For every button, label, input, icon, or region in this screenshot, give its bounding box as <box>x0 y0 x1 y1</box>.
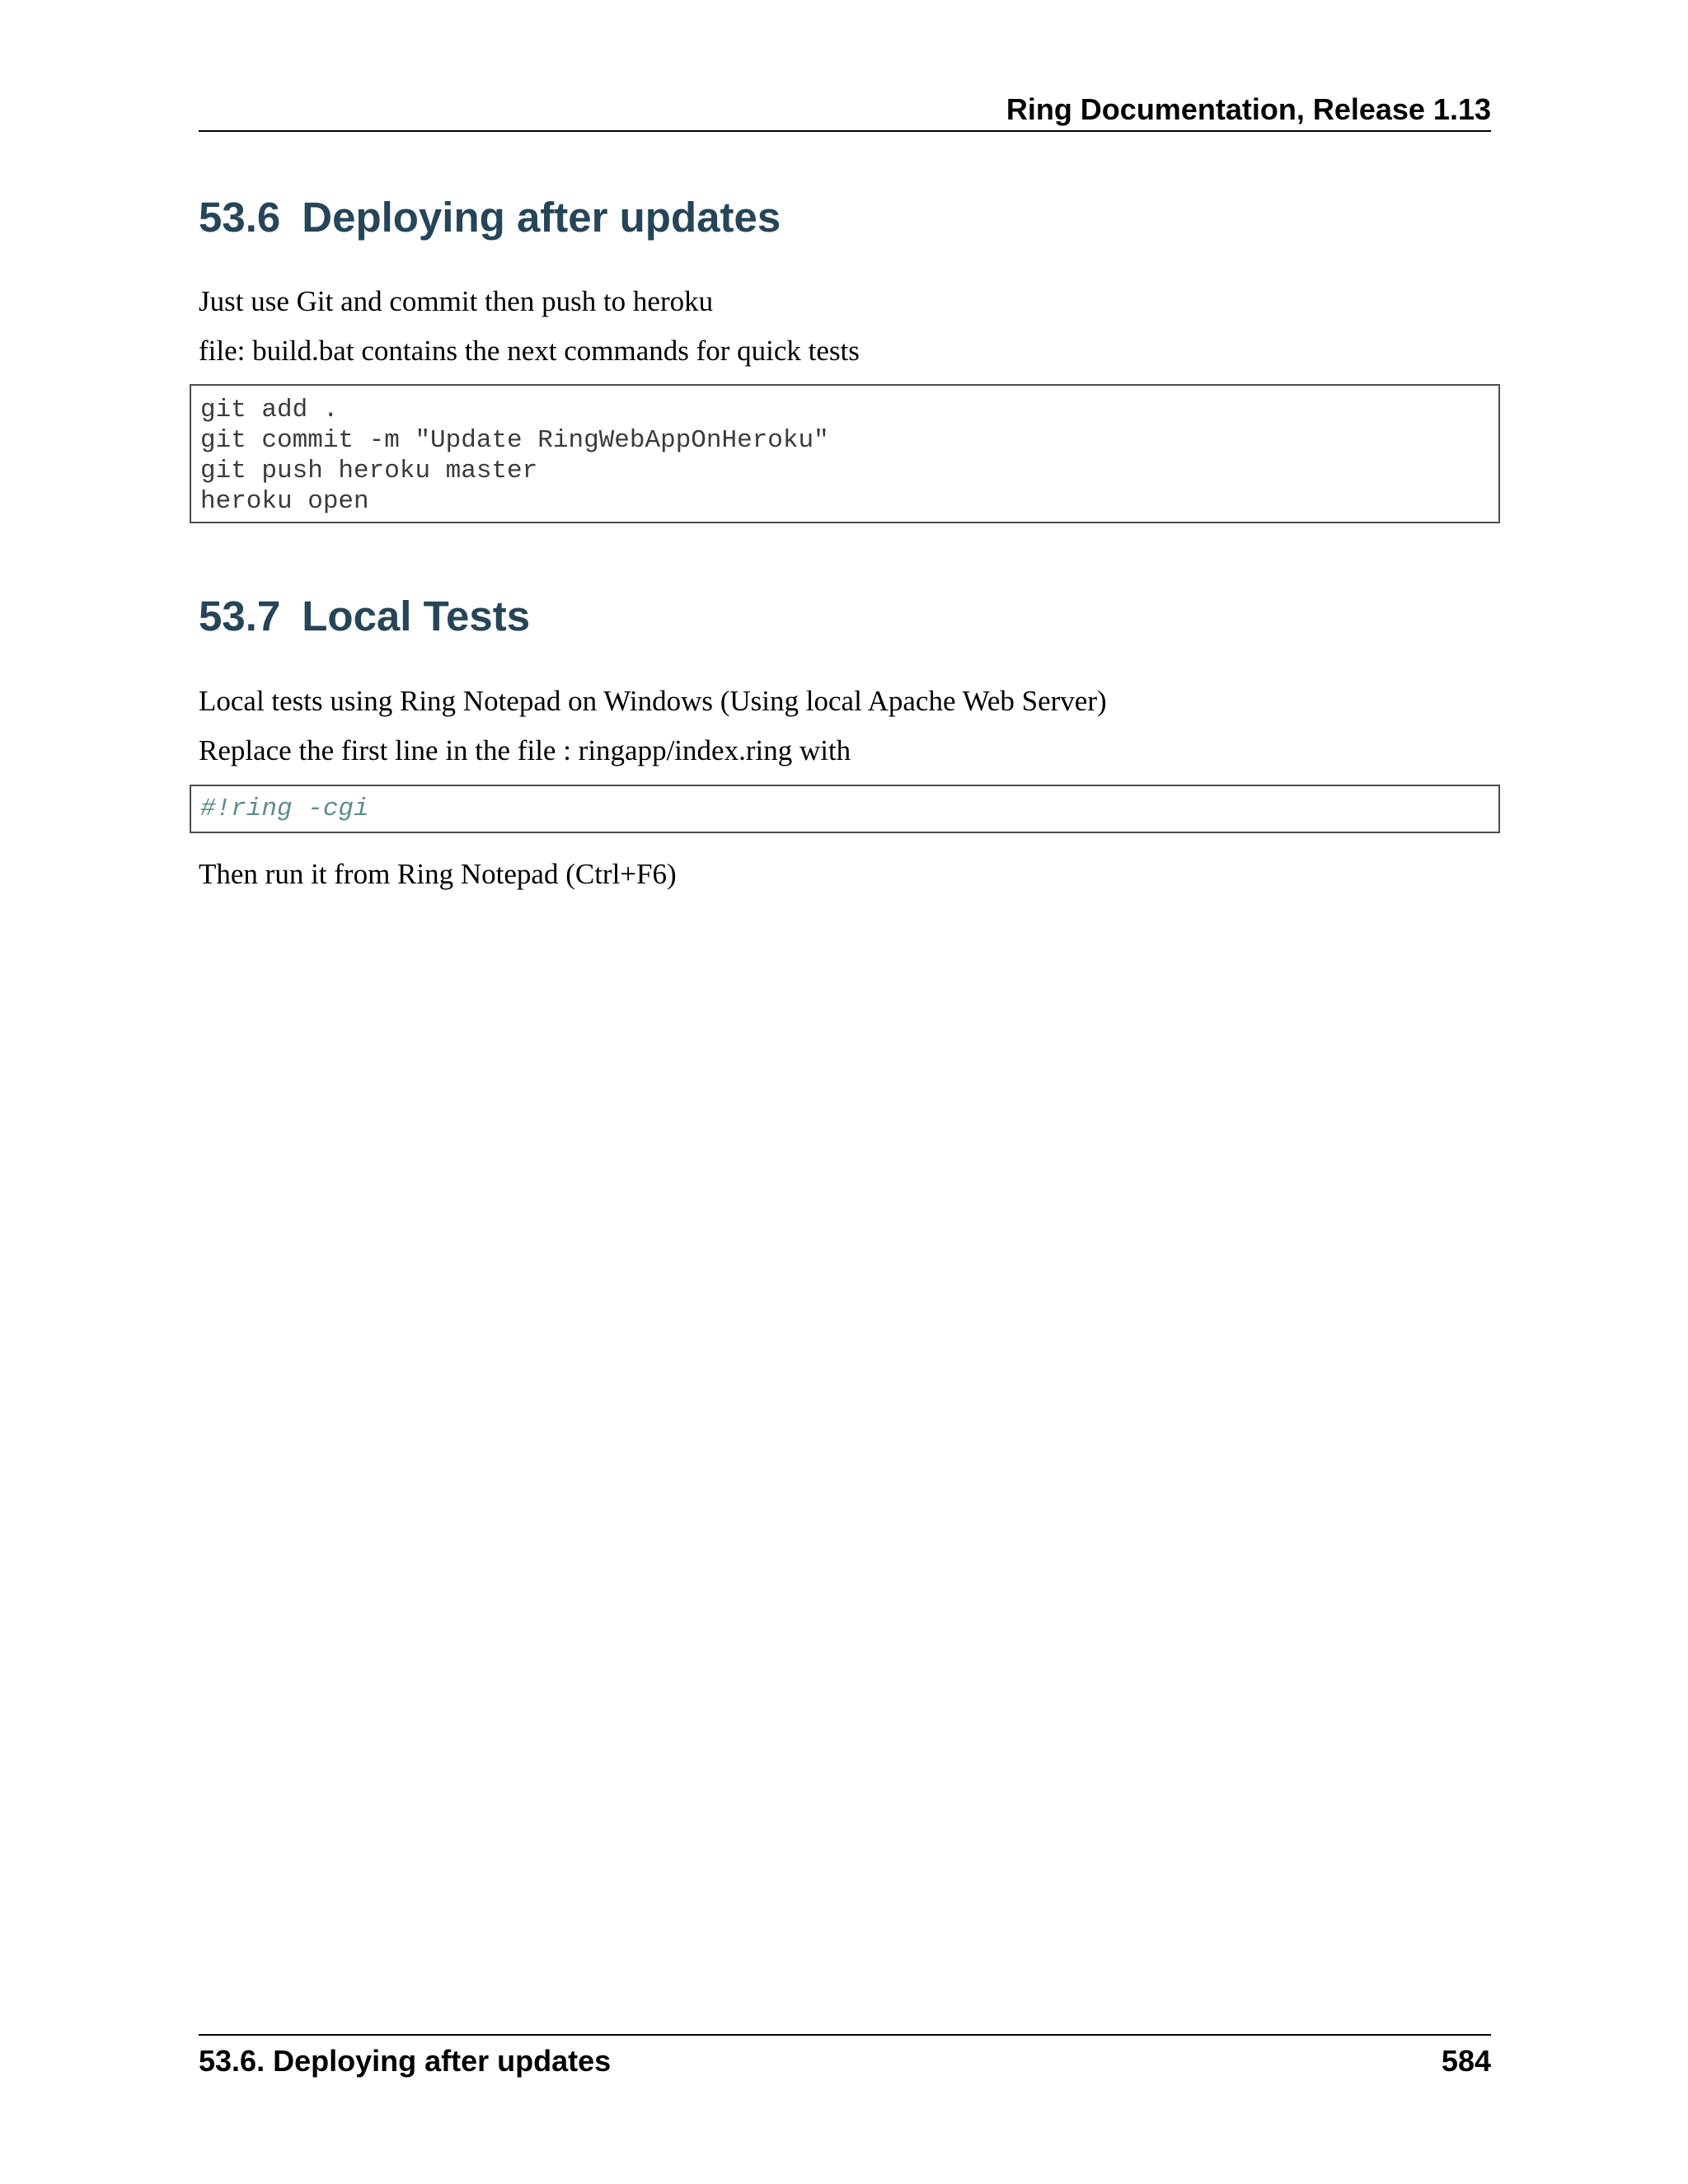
running-header: Ring Documentation, Release 1.13 <box>1006 92 1491 126</box>
code-block-deploy <box>190 384 1500 523</box>
code-line: git add . <box>200 396 339 424</box>
paragraph-build-bat: file: build.bat contains the next commands for quick tests <box>199 335 860 367</box>
code-line: git push heroku master <box>200 457 538 485</box>
code-comment-line: #!ring -cgi <box>200 794 369 823</box>
section-heading-deploying <box>199 193 781 242</box>
section-heading-local-tests <box>199 592 530 641</box>
code-line: heroku open <box>200 487 369 516</box>
section-title: Deploying after updates <box>302 194 781 241</box>
code-block-shebang <box>190 785 1500 833</box>
paragraph-local-tests: Local tests using Ring Notepad on Windows (Using local Apache Web Server) <box>199 685 1107 717</box>
paragraph-git-push: Just use Git and commit then push to heroku <box>199 285 714 317</box>
code-line: git commit -m "Update RingWebAppOnHeroku" <box>200 426 829 455</box>
section-number: 53.7 <box>199 593 281 640</box>
section-number: 53.6 <box>199 194 281 241</box>
footer-page-number: 584 <box>1441 2044 1491 2078</box>
paragraph-run-notepad: Then run it from Ring Notepad (Ctrl+F6) <box>199 858 677 890</box>
section-title: Local Tests <box>302 593 531 640</box>
footer-rule <box>199 2034 1491 2036</box>
paragraph-replace-line: Replace the first line in the file : ringapp/index.ring with <box>199 734 851 766</box>
footer-section-title: 53.6. Deploying after updates <box>199 2044 612 2078</box>
header-rule <box>199 130 1491 132</box>
